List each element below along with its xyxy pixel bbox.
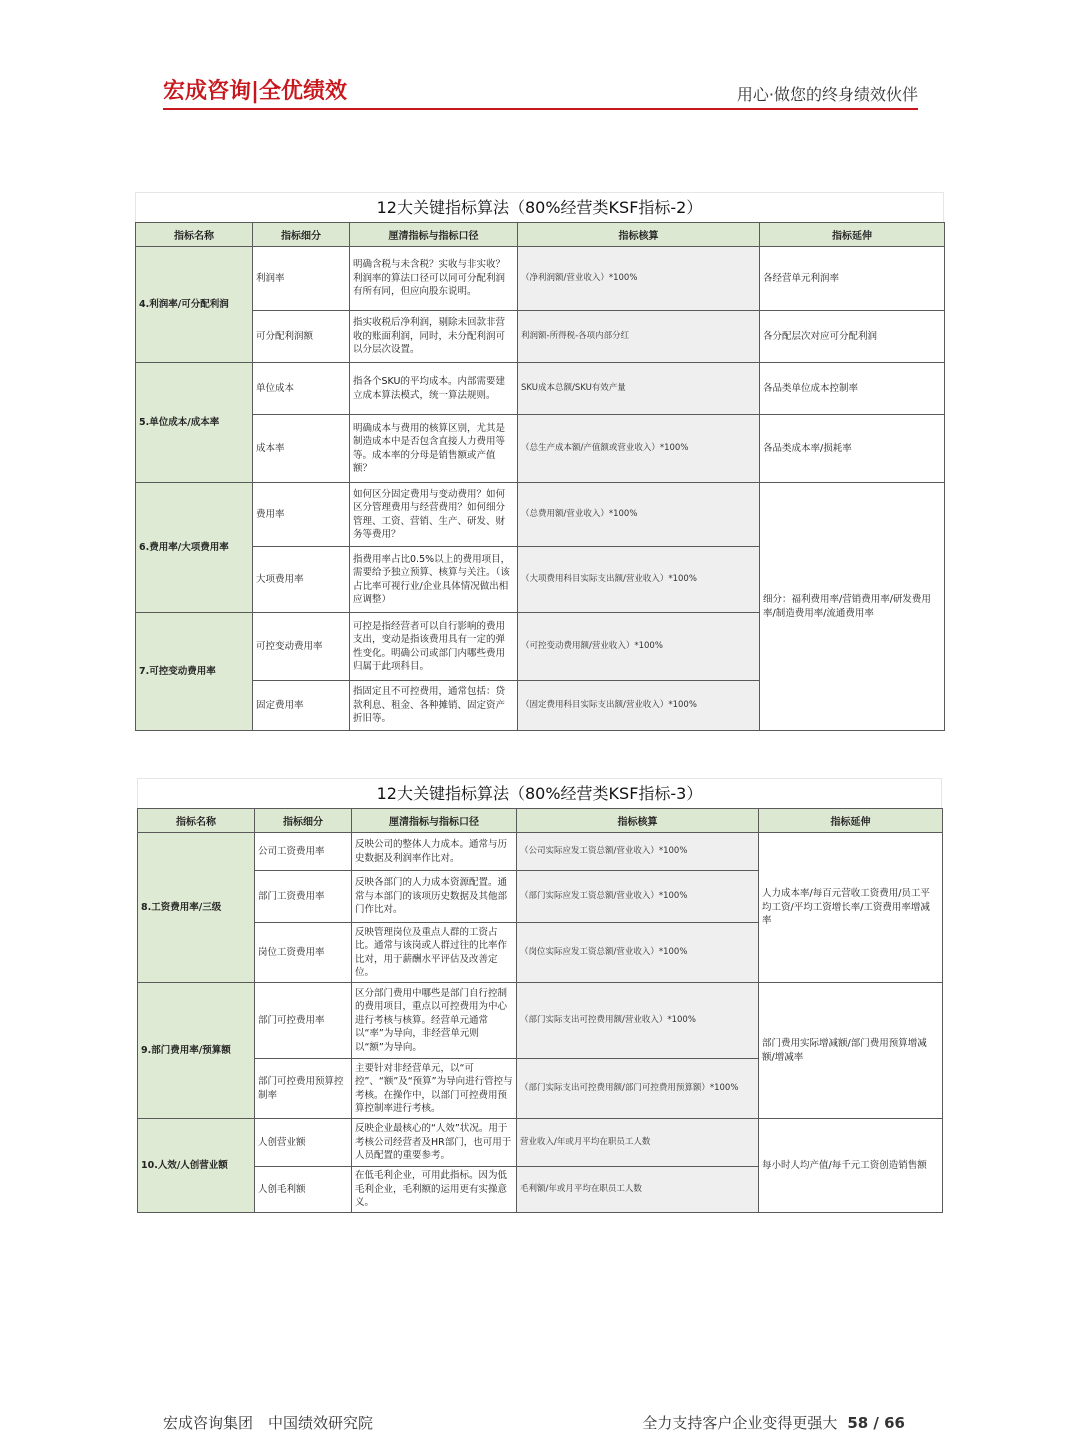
indicator-sub: 可控变动费用率	[253, 613, 350, 681]
page-footer	[163, 1412, 905, 1436]
indicator-calc: （总费用额/营业收入）*100%	[518, 483, 760, 547]
indicator-name: 4.利润率/可分配利润	[136, 247, 253, 363]
indicator-calc: （净利润额/营业收入）*100%	[518, 247, 760, 311]
indicator-name: 9.部门费用率/预算额	[138, 983, 255, 1119]
column-header: 指标名称	[138, 809, 255, 833]
indicator-clarify: 指固定且不可控费用，通常包括：贷款利息、租金、各种摊销、固定资产折旧等。	[350, 681, 518, 731]
indicator-ext: 各品类成本率/损耗率	[760, 415, 945, 483]
indicator-table	[137, 808, 943, 1213]
indicator-clarify: 指费用率占比0.5%以上的费用项目，需要给予独立预算、核算与关注。（该占比率可视行业/企业具体情况做出相应调整）	[350, 547, 518, 613]
indicator-sub: 可分配利润额	[253, 311, 350, 363]
indicator-calc: SKU成本总额/SKU有效产量	[518, 363, 760, 415]
indicator-calc: （固定费用科目实际支出额/营业收入）*100%	[518, 681, 760, 731]
indicator-sub: 大项费用率	[253, 547, 350, 613]
indicator-sub: 部门可控费用率	[255, 983, 352, 1059]
indicator-calc: 营业收入/年或月平均在职员工人数	[517, 1119, 759, 1167]
column-header: 厘清指标与指标口径	[350, 223, 518, 247]
page-header	[163, 74, 918, 110]
column-header: 指标细分	[255, 809, 352, 833]
indicator-ext: 各品类单位成本控制率	[760, 363, 945, 415]
indicator-sub: 岗位工资费用率	[255, 923, 352, 983]
column-header: 指标细分	[253, 223, 350, 247]
indicator-calc: （部门实际支出可控费用额/营业收入）*100%	[517, 983, 759, 1059]
footer-motto: 全力支持客户企业变得更强大	[642, 1414, 838, 1432]
column-header: 指标延伸	[760, 223, 945, 247]
indicator-sub: 部门工资费用率	[255, 871, 352, 923]
indicator-sub: 成本率	[253, 415, 350, 483]
indicator-ext-shared: 细分：福利费用率/营销费用率/研发费用率/制造费用率/流通费用率	[760, 483, 945, 731]
column-header: 指标核算	[518, 223, 760, 247]
table-row	[136, 247, 945, 311]
indicator-clarify: 主要针对非经营单元，以“可控”、“额”及“预算”为导向进行管控与考核。在操作中，以部门可控费用预算控制率进行考核。	[352, 1059, 517, 1119]
company-logo: 宏成咨询|全优绩效	[163, 79, 348, 104]
indicator-clarify: 可控是指经营者可以自行影响的费用支出，变动是指该费用具有一定的弹性变化。明确公司或部门内哪些费用归属于此项科目。	[350, 613, 518, 681]
indicator-calc: （部门实际应发工资总额/营业收入）*100%	[517, 871, 759, 923]
indicator-sub: 固定费用率	[253, 681, 350, 731]
column-header: 厘清指标与指标口径	[352, 809, 517, 833]
indicator-ext: 各经营单元利润率	[760, 247, 945, 311]
table-row	[138, 1119, 943, 1167]
indicator-calc: 利润额-所得税-各项内部分红	[518, 311, 760, 363]
indicator-name: 7.可控变动费用率	[136, 613, 253, 731]
indicator-clarify: 反映公司的整体人力成本。通常与历史数据及利润率作比对。	[352, 833, 517, 871]
indicator-clarify: 反映企业最核心的“人效”状况。用于考核公司经营者及HR部门，也可用于人员配置的重要参考。	[352, 1119, 517, 1167]
table-row	[136, 363, 945, 415]
indicator-ext: 各分配层次对应可分配利润	[760, 311, 945, 363]
header-slogan: 用心·做您的终身绩效伙伴	[736, 85, 918, 104]
indicator-ext: 每小时人均产值/每千元工资创造销售额	[759, 1119, 943, 1213]
page-number: 58 / 66	[847, 1414, 905, 1432]
footer-right	[642, 1412, 905, 1433]
header-divider	[163, 108, 918, 110]
indicator-calc: 毛利额/年或月平均在职员工人数	[517, 1167, 759, 1213]
indicator-clarify: 反映各部门的人力成本资源配置。通常与本部门的该项历史数据及其他部门作比对。	[352, 871, 517, 923]
table-row	[138, 983, 943, 1059]
table-header-row	[138, 809, 943, 833]
indicator-clarify: 明确含税与未含税？实收与非实收？利润率的算法口径可以同可分配利润有所有同，但应向股东说明。	[350, 247, 518, 311]
footer-org: 宏成咨询集团 中国绩效研究院	[163, 1414, 374, 1432]
indicator-sub: 部门可控费用预算控制率	[255, 1059, 352, 1119]
ksf-table-2	[135, 192, 944, 731]
indicator-clarify: 反映管理岗位及重点人群的工资占比。通常与该岗或人群过往的比率作比对，用于薪酬水平评估及改善定位。	[352, 923, 517, 983]
indicator-ext: 部门费用实际增减额/部门费用预算增减额/增减率	[759, 983, 943, 1119]
table-header-row	[136, 223, 945, 247]
indicator-calc: （部门实际支出可控费用额/部门可控费用预算额）*100%	[517, 1059, 759, 1119]
indicator-sub: 利润率	[253, 247, 350, 311]
table-row	[136, 483, 945, 547]
ksf-table-3	[137, 778, 942, 1213]
indicator-calc: （大项费用科目实际支出额/营业收入）*100%	[518, 547, 760, 613]
indicator-name: 5.单位成本/成本率	[136, 363, 253, 483]
table-row	[136, 415, 945, 483]
indicator-clarify: 如何区分固定费用与变动费用？如何区分管理费用与经营费用？如何细分管理、工资、营销、生产、研发、财务等费用？	[350, 483, 518, 547]
indicator-sub: 人创营业额	[255, 1119, 352, 1167]
table-row	[138, 833, 943, 871]
indicator-clarify: 在低毛利企业，可用此指标。因为低毛利企业，毛利额的运用更有实操意义。	[352, 1167, 517, 1213]
column-header: 指标名称	[136, 223, 253, 247]
indicator-sub: 单位成本	[253, 363, 350, 415]
indicator-name: 6.费用率/大项费用率	[136, 483, 253, 613]
indicator-clarify: 明确成本与费用的核算区别，尤其是制造成本中是否包含直接人力费用等等。成本率的分母是销售额或产值额？	[350, 415, 518, 483]
column-header: 指标核算	[517, 809, 759, 833]
indicator-name: 10.人效/人创营业额	[138, 1119, 255, 1213]
table-row	[136, 311, 945, 363]
indicator-sub: 人创毛利额	[255, 1167, 352, 1213]
indicator-name: 8.工资费用率/三级	[138, 833, 255, 983]
indicator-calc: （可控变动费用额/营业收入）*100%	[518, 613, 760, 681]
indicator-ext: 人力成本率/每百元营收工资费用/员工平均工资/平均工资增长率/工资费用率增减率	[759, 833, 943, 983]
column-header: 指标延伸	[759, 809, 943, 833]
table-title: 12大关键指标算法（80%经营类KSF指标-3）	[137, 778, 942, 808]
indicator-clarify: 区分部门费用中哪些是部门自行控制的费用项目，重点以可控费用为中心进行考核与核算。经营单元通常以“率”为导向，非经营单元则以“额”为导向。	[352, 983, 517, 1059]
indicator-calc: （公司实际应发工资总额/营业收入）*100%	[517, 833, 759, 871]
indicator-calc: （总生产成本额/产值额或营业收入）*100%	[518, 415, 760, 483]
indicator-clarify: 指实收税后净利润，剔除未回款非营收的账面利润，同时，未分配利润可以分层次设置。	[350, 311, 518, 363]
indicator-clarify: 指各个SKU的平均成本。内部需要建立成本算法模式，统一算法规则。	[350, 363, 518, 415]
table-title: 12大关键指标算法（80%经营类KSF指标-2）	[135, 192, 944, 222]
indicator-sub: 费用率	[253, 483, 350, 547]
indicator-table	[135, 222, 945, 731]
indicator-sub: 公司工资费用率	[255, 833, 352, 871]
indicator-calc: （岗位实际应发工资总额/营业收入）*100%	[517, 923, 759, 983]
